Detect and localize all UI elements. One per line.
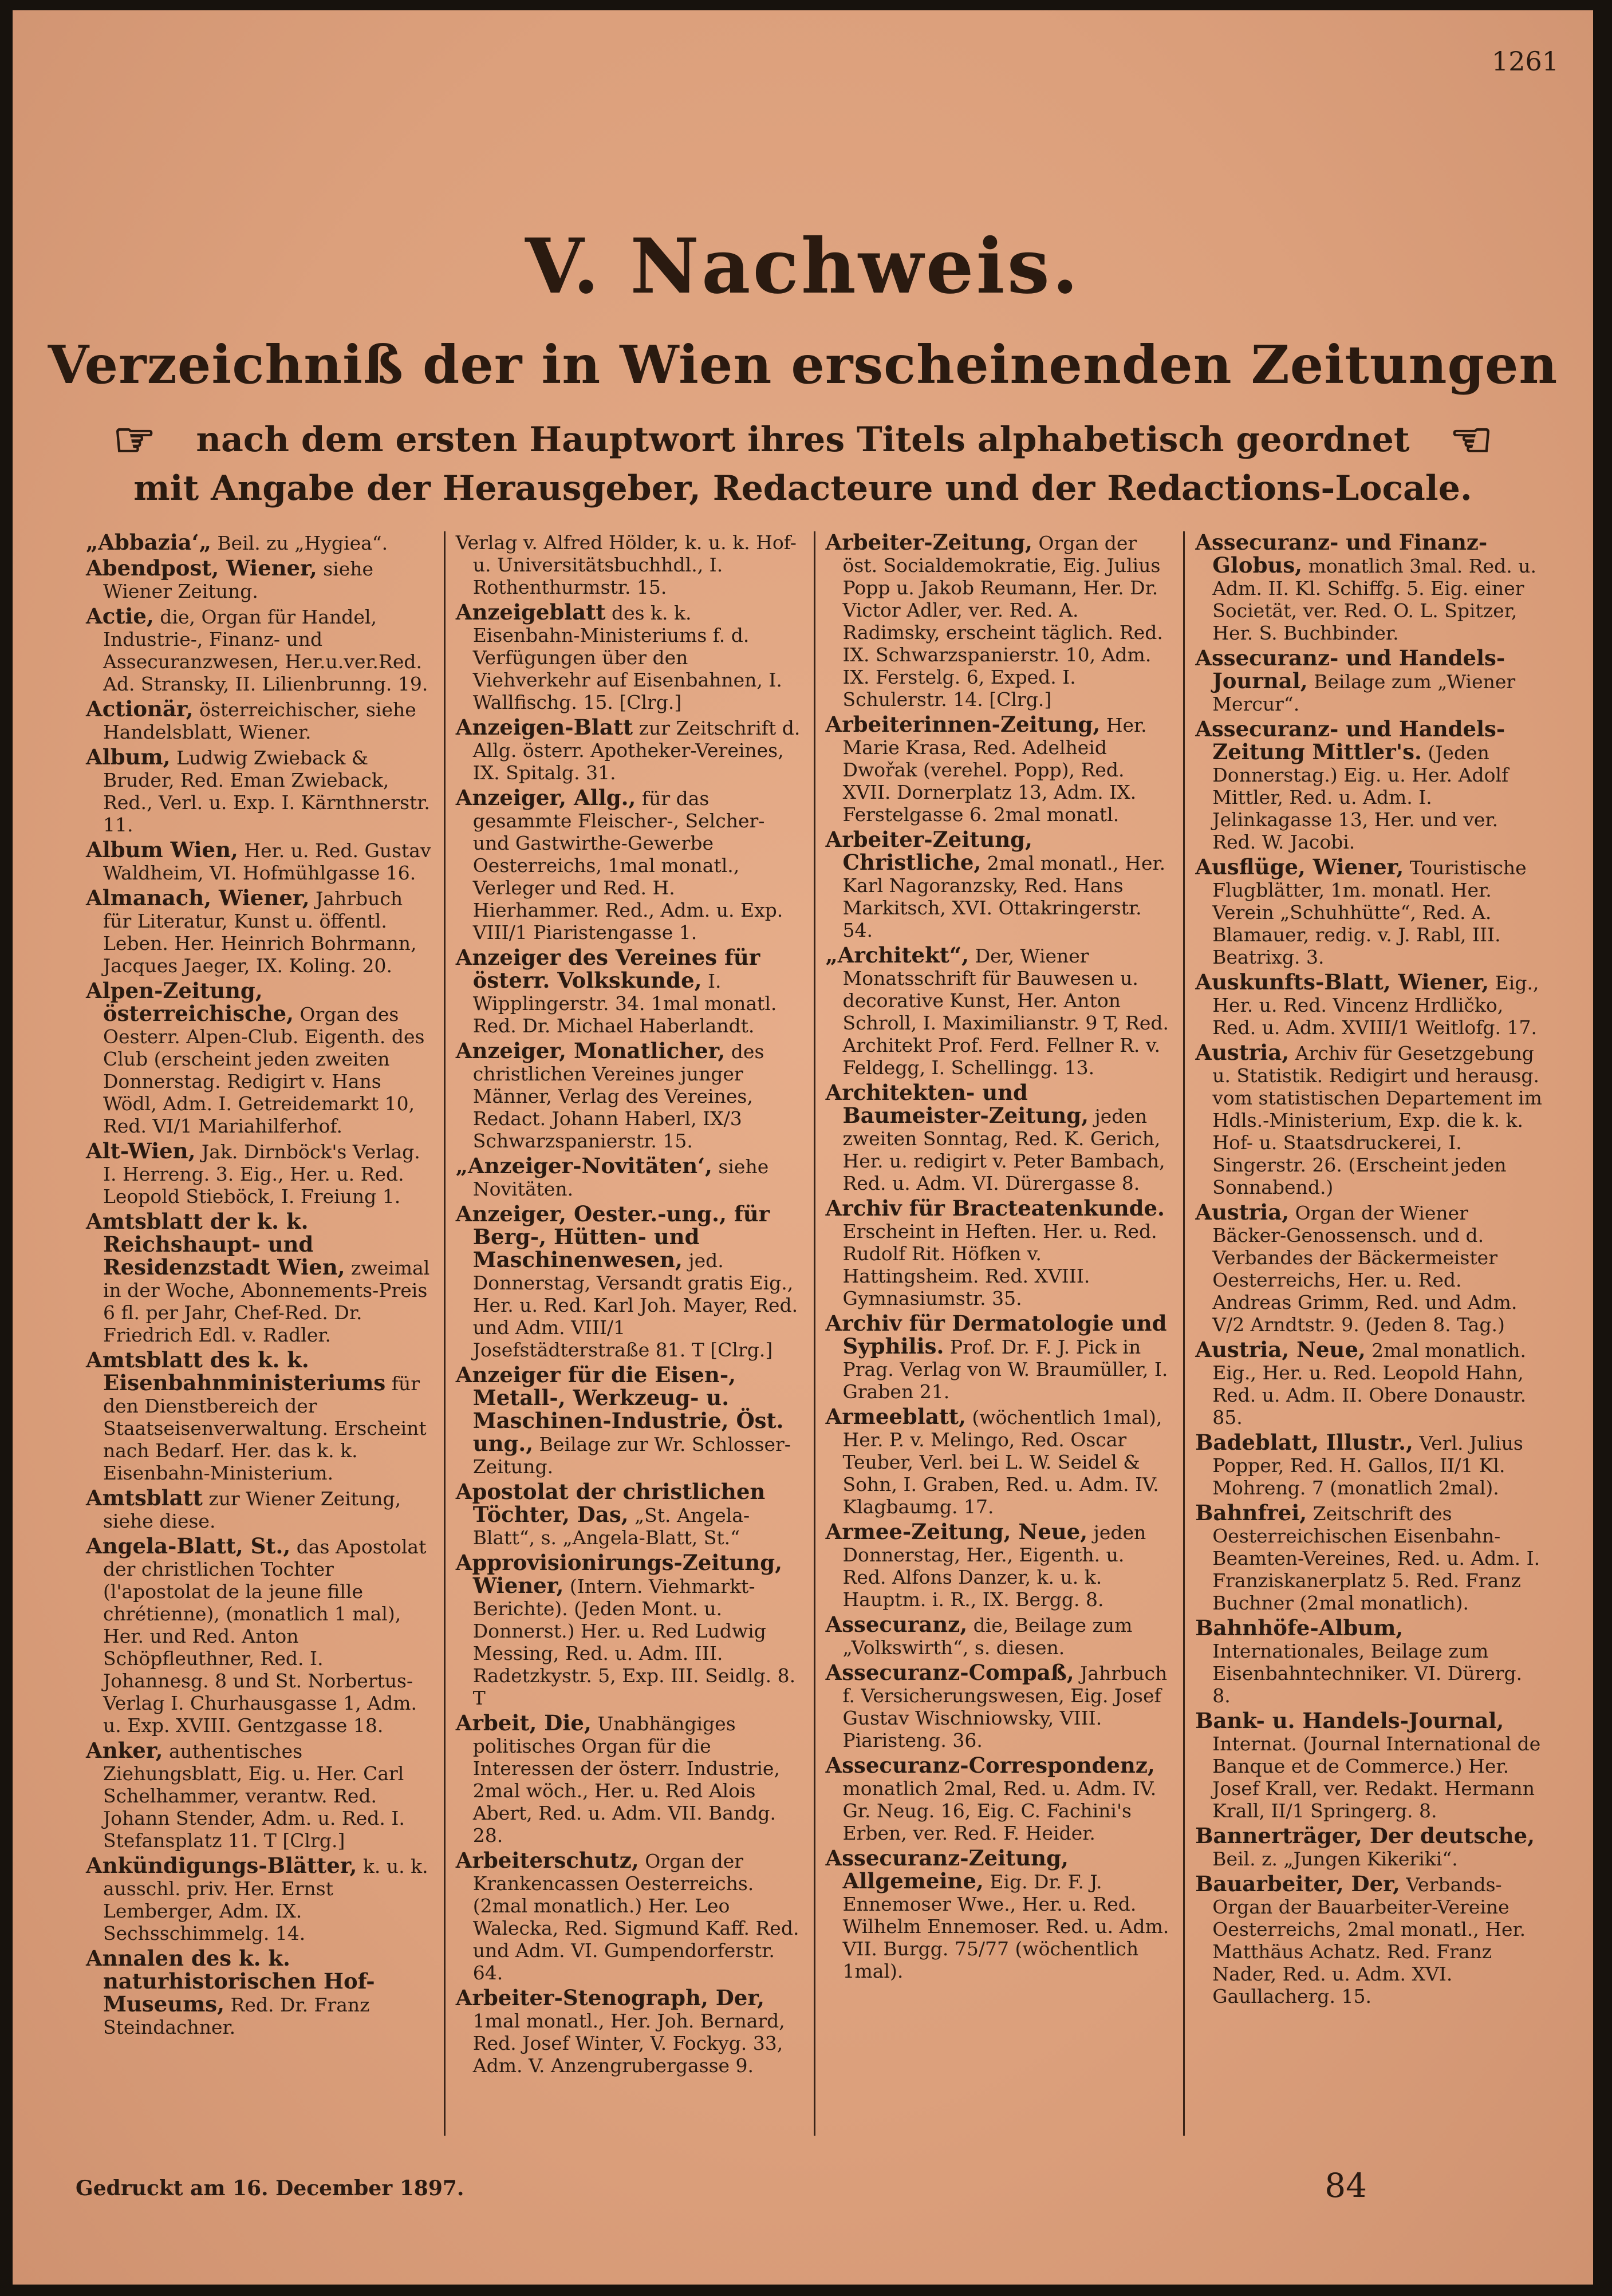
column xyxy=(814,531,1184,2136)
entry-title: Armee-Zeitung, Neue, xyxy=(825,1519,1088,1544)
subtitle-line xyxy=(87,411,1519,468)
entry-title: „Abbazia‘„ xyxy=(86,531,211,555)
directory-entry xyxy=(826,1662,1173,1751)
directory-entry xyxy=(1195,1873,1543,2007)
directory-entry xyxy=(1195,531,1543,644)
column xyxy=(444,531,814,2136)
entry-text: Organ der Wiener Bäcker-Genossensch. und d. Verbandes der Bäckermeister Oesterreichs, Her. u. Red. Andreas Grimm, Red. und Adm. V/2 Arndtstr. 9. (Jeden 8. Tag.) xyxy=(1212,1202,1518,1336)
directory-entry xyxy=(1195,1617,1543,1707)
directory-entry xyxy=(1195,1502,1543,1614)
entry-text: (wöchentlich 1mal), Her. P. v. Melingo, Red. Oscar Teuber, Verl. bei L. W. Seidel & Sohn, I. Graben, Red. u. Adm. IV. Klagbaumg. 17. xyxy=(842,1406,1162,1518)
entry-text: Organ der öst. Socialdemokratie, Eig. Julius Popp u. Jakob Reumann, Her. Dr. Victor Adler, ver. Red. A. Radimsky, erscheint täglich. Red. IX. Schwarzspanierstr. 10, Adm. IX. Ferstelg. 6, Exped. I. Schulerstr. 14. [Clrg.] xyxy=(842,532,1163,711)
entry-title: Amtsblatt des k. k. Eisenbahnministeriums xyxy=(86,1347,386,1395)
directory-entry xyxy=(1195,1042,1543,1198)
directory-entry xyxy=(1195,971,1543,1039)
entry-title: Assecuranz-Compaß, xyxy=(825,1660,1074,1685)
directory-entry xyxy=(826,829,1173,941)
entry-text: Organ der Krankencassen Oesterreichs. (2mal monatlich.) Her. Leo Walecka, Red. Sigmund Kaff. Red. und Adm. VI. Gumpendorferstr. 64. xyxy=(472,1850,799,1984)
entry-text: Beilage zur Wr. Schlosser-Zeitung. xyxy=(472,1433,791,1478)
directory-entry xyxy=(1195,1339,1543,1429)
entry-title: Amtsblatt der k. k. Reichshaupt- und Residenzstadt Wien, xyxy=(86,1209,345,1280)
entry-title: Actie, xyxy=(86,603,154,629)
entry-text: Touristische Flugblätter, 1m. monatl. Her. Verein „Schuhhütte“, Red. A. Blamauer, redig. v. J. Rabl, III. Beatrixg. 3. xyxy=(1212,857,1527,968)
entry-text: (Intern. Viehmarkt-Berichte). (Jeden Mont. u. Donnerst.) Her. u. Red Ludwig Messing, Red. u. Adm. III. Radetzkystr. 5, Exp. III. Seidlg. 8. T xyxy=(472,1575,796,1709)
entry-text: des christlichen Vereines junger Männer, Verlag des Vereines, Redact. Johann Haberl, IX/3 Schwarzspanierstr. 15. xyxy=(472,1040,764,1152)
entry-title: Arbeiter-Zeitung, xyxy=(825,531,1032,555)
entry-title: Archiv für Dermatologie und Syphilis. xyxy=(825,1311,1167,1359)
entry-text: Erscheint in Heften. Her. u. Red. Rudolf Rit. Höfken v. Hattingsheim. Red. XVIII. Gymnasiumstr. 35. xyxy=(842,1220,1157,1309)
directory-entry xyxy=(86,839,433,884)
entry-title: Arbeiter-Stenograph, Der, xyxy=(455,1985,765,2010)
directory-entry xyxy=(86,605,433,695)
entry-text: zur Wiener Zeitung, siehe diese. xyxy=(103,1488,401,1532)
pointing-hand-right-icon: ☜ xyxy=(113,411,156,468)
directory-entry xyxy=(456,1155,803,1200)
entry-text: Beilage zum „Wiener Mercur“. xyxy=(1212,670,1516,715)
entry-title: Arbeit, Die, xyxy=(455,1710,592,1735)
entry-title: Assecuranz- und Handels-Zeitung Mittler's. xyxy=(1195,716,1505,764)
entry-title: Arbeiter-Zeitung, Christliche, xyxy=(825,827,1032,875)
entry-title: Ausflüge, Wiener, xyxy=(1195,854,1404,879)
subtitle-line-2: mit Angabe der Herausgeber, Redacteure und der Redactions-Locale. xyxy=(133,468,1472,508)
entry-text: österreichischer, siehe Handelsblatt, Wiener. xyxy=(103,699,416,743)
newspaper-columns xyxy=(76,531,1553,2136)
entry-text: zweimal in der Woche, Abonnements-Preis 6 fl. per Jahr, Chef-Red. Dr. Friedrich Edl. v. Radler. xyxy=(103,1257,430,1346)
entry-title: Anzeigen-Blatt xyxy=(455,715,633,740)
directory-entry xyxy=(86,1739,433,1852)
directory-entry xyxy=(456,946,803,1037)
entry-text: Eig. Dr. F. J. Ennemoser Wwe., Her. u. Red. Wilhelm Ennemoser. Red. u. Adm. VII. Burgg. 75/77 (wöchentlich 1mal). xyxy=(842,1871,1169,1982)
entry-title: Anzeiger, Oester.-ung., für Berg-, Hütten- und Maschinenwesen, xyxy=(455,1201,770,1272)
page-subtitle: Verzeichniß der in Wien erscheinenden Zeitungen xyxy=(48,334,1558,396)
entry-title: Assecuranz-Zeitung, Allgemeine, xyxy=(825,1845,1069,1893)
directory-entry xyxy=(1195,718,1543,853)
entry-title: Assecuranz- und Finanz-Globus, xyxy=(1195,531,1488,578)
directory-entry xyxy=(826,1521,1173,1611)
entry-title: Anzeiger, Allg., xyxy=(455,785,636,810)
entry-text: Ludwig Zwieback & Bruder, Red. Eman Zwieback, Red., Verl. u. Exp. I. Kärnthnerstr. 11. xyxy=(103,747,430,836)
directory-entry xyxy=(86,1535,433,1737)
entry-text: 1mal monatl., Her. Joh. Bernard, Red. Josef Winter, V. Fockyg. 33, Adm. V. Anzengrubergasse 9. xyxy=(472,2010,785,2077)
sheet-signature: 84 xyxy=(1325,2166,1367,2205)
entry-title: Arbeiterinnen-Zeitung, xyxy=(825,712,1101,737)
entry-text: „St. Angela-Blatt“, s. „Angela-Blatt, St.“ xyxy=(472,1504,750,1549)
directory-entry xyxy=(1195,1710,1543,1822)
directory-entry xyxy=(1195,647,1543,715)
entry-text: Unabhängiges politisches Organ für die Interessen der österr. Industrie, 2mal wöch., Her. u. Red Alois Abert, Red. u. Adm. VII. Bandg. 28. xyxy=(472,1713,780,1847)
directory-entry xyxy=(86,698,433,743)
directory-entry xyxy=(1195,1825,1543,1870)
entry-text: Her. Marie Krasa, Red. Adelheid Dwořak (verehel. Popp), Red. XVII. Dornerplatz 13, Adm. IX. Ferstelgasse 6. 2mal monatl. xyxy=(842,714,1147,826)
entry-title: Bahnfrei, xyxy=(1195,1500,1307,1525)
entry-text: jeden Donnerstag, Her., Eigenth. u. Red. Alfons Danzer, k. u. k. Hauptm. i. R., IX. Bergg. 8. xyxy=(842,1521,1146,1611)
directory-entry xyxy=(456,1364,803,1478)
entry-title: Almanach, Wiener, xyxy=(86,885,310,910)
directory-entry xyxy=(456,787,803,944)
column xyxy=(76,531,444,2136)
entry-text: für den Dienstbereich der Staatseisenverwaltung. Erscheint nach Bedarf. Her. das k. k. Eisenbahn-Ministerium. xyxy=(103,1372,427,1484)
entry-title: Austria, xyxy=(1195,1040,1290,1065)
entry-text: jeden zweiten Sonntag, Red. K. Gerich, Her. u. redigirt v. Peter Bambach, Red. u. Adm. VI. Dürergasse 8. xyxy=(842,1105,1165,1194)
entry-text: Zeitschrift des Oesterreichischen Eisenbahn-Beamten-Vereines, Red. u. Adm. I. Franziskanerplatz 5. Red. Franz Buchner (2mal monatlich). xyxy=(1212,1502,1540,1614)
entry-text: zur Zeitschrift d. Allg. österr. Apotheker-Vereines, IX. Spitalg. 31. xyxy=(472,717,801,784)
directory-entry xyxy=(826,1406,1173,1518)
entry-text: Der, Wiener Monatsschrift für Bauwesen u. decorative Kunst, Her. Anton Schroll, I. Maximilianstr. 9 T, Red. Architekt Prof. Ferd. Fellner R. v. Feldegg, I. Schellingg. 13. xyxy=(842,945,1169,1079)
entry-title: Alt-Wien, xyxy=(86,1138,196,1163)
directory-entry xyxy=(826,1082,1173,1194)
entry-title: Anker, xyxy=(86,1738,163,1763)
entry-title: „Architekt“, xyxy=(825,942,969,968)
entry-title: Architekten- und Baumeister-Zeitung, xyxy=(825,1080,1089,1128)
entry-title: Approvisionirungs-Zeitung, Wiener, xyxy=(455,1550,783,1598)
entry-title: Arbeiterschutz, xyxy=(455,1848,639,1873)
entry-text: siehe Wiener Zeitung. xyxy=(103,558,374,602)
entry-text: Jahrbuch für Literatur, Kunst u. öffentl. Leben. Her. Heinrich Bohrmann, Jacques Jaeger, IX. Koling. 20. xyxy=(103,887,417,977)
entry-text: Her. u. Red. Gustav Waldheim, VI. Hofmühlgasse 16. xyxy=(103,839,431,884)
directory-entry xyxy=(86,980,433,1137)
directory-entry xyxy=(826,1613,1173,1659)
printed-date: Gedruckt am 16. December 1897. xyxy=(76,2176,464,2200)
directory-entry xyxy=(456,1849,803,1984)
page-title: V. Nachweis. xyxy=(525,222,1081,311)
directory-entry xyxy=(1195,1431,1543,1499)
entry-title: Anzeiger für die Eisen-, Metall-, Werkzeug- u. Maschinen-Industrie, Öst. ung., xyxy=(455,1362,784,1456)
entry-text: Jak. Dirnböck's Verlag. I. Herreng. 3. Eig., Her. u. Red. Leopold Stieböck, I. Freiung 1. xyxy=(103,1141,420,1208)
directory-entry xyxy=(1195,1201,1543,1336)
directory-entry xyxy=(456,1040,803,1152)
directory-entry xyxy=(826,1197,1173,1309)
entry-title: „Anzeiger-Novitäten‘, xyxy=(455,1153,712,1178)
entry-text: Internat. (Journal International de Banque et de Commerce.) Her. Josef Krall, ver. Redakt. Hermann Krall, II/1 Springerg. 8. xyxy=(1212,1733,1541,1822)
entry-title: Austria, Neue, xyxy=(1195,1337,1366,1362)
entry-text: Archiv für Gesetzgebung u. Statistik. Redigirt und herausg. vom statistischen Departement im Hdls.-Ministerium, Exp. die k. k. Hof- u. Staatsdruckerei, I. Singerstr. 26. (Erscheint jeden Sonnabend.) xyxy=(1212,1042,1542,1198)
entry-text: die, Organ für Handel, Industrie-, Finanz- und Assecuranzwesen, Her.u.ver.Red. Ad. Stransky, II. Lilienbrunng. 19. xyxy=(103,606,428,695)
entry-title: Angela-Blatt, St., xyxy=(86,1533,291,1559)
entry-title: Auskunfts-Blatt, Wiener, xyxy=(1195,969,1489,995)
entry-title: Badeblatt, Illustr., xyxy=(1195,1430,1413,1455)
directory-entry xyxy=(826,1754,1173,1844)
entry-title: Anzeiger, Monatlicher, xyxy=(455,1038,726,1063)
entry-title: Bannerträger, Der deutsche, xyxy=(1195,1823,1535,1848)
entry-text: Beil. zu „Hygiea“. xyxy=(211,532,388,554)
directory-entry xyxy=(456,1987,803,2077)
entry-title: Alpen-Zeitung, österreichische, xyxy=(86,978,294,1026)
entry-title: Annalen des k. k. naturhistorischen Hof-Museums, xyxy=(86,1946,375,2017)
entry-title: Bahnhöfe-Album, xyxy=(1195,1615,1404,1640)
entry-text: authentisches Ziehungsblatt, Eig. u. Her. Carl Schelhammer, verantw. Red. Johann Stender, Adm. u. Red. I. Stefansplatz 11. T [Clrg.] xyxy=(103,1740,405,1852)
entry-text: k. u. k. ausschl. priv. Her. Ernst Lemberger, Adm. IX. Sechsschimmelg. 14. xyxy=(103,1855,428,1944)
directory-entry xyxy=(456,531,803,598)
subtitle-line-text: nach dem ersten Hauptwort ihres Titels alphabetisch geordnet xyxy=(196,420,1410,460)
entry-text: siehe Novitäten. xyxy=(472,1155,769,1200)
entry-text: Verbands-Organ der Bauarbeiter-Vereine Oesterreichs, 2mal monatl., Her. Matthäus Achatz. Red. Franz Nader, Red. u. Adm. XVI. Gaullacherg. 15. xyxy=(1212,1873,1526,2007)
entry-title: Album Wien, xyxy=(86,837,238,862)
directory-entry xyxy=(456,1712,803,1847)
entry-text: die, Beilage zum „Volkswirth“, s. diesen. xyxy=(842,1614,1133,1659)
entry-text: Organ des Oesterr. Alpen-Club. Eigenth. des Club (erscheint jeden zweiten Donnerstag. Redigirt v. Hans Wödl, Adm. I. Getreidemarkt 10, Red. VI/1 Mariahilferhof. xyxy=(103,1003,425,1137)
entry-title: Assecuranz- und Handels-Journal, xyxy=(1195,645,1505,693)
directory-entry xyxy=(456,716,803,784)
entry-text: I. Wipplingerstr. 34. 1mal monatl. Red. Dr. Michael Haberlandt. xyxy=(472,970,777,1037)
page-scan xyxy=(13,10,1593,2285)
directory-entry xyxy=(456,601,803,713)
directory-entry xyxy=(1195,856,1543,968)
directory-entry xyxy=(456,1552,803,1709)
entry-title: Bank- u. Handels-Journal, xyxy=(1195,1708,1504,1733)
directory-entry xyxy=(826,531,1173,711)
directory-entry xyxy=(826,1312,1173,1403)
entry-title: Anzeigeblatt xyxy=(455,599,606,625)
directory-entry xyxy=(456,1481,803,1549)
directory-entry xyxy=(86,1210,433,1346)
directory-entry xyxy=(456,1203,803,1361)
entry-text: jed. Donnerstag, Versandt gratis Eig., Her. u. Red. Karl Joh. Mayer, Red. und Adm. VIII/1 Josefstädterstraße 81. T [Clrg.] xyxy=(472,1249,798,1361)
entry-text: Internationales, Beilage zum Eisenbahntechniker. VI. Dürerg. 8. xyxy=(1212,1640,1523,1707)
entry-title: Actionär, xyxy=(86,696,194,721)
directory-entry xyxy=(826,944,1173,1079)
entry-title: Amtsblatt xyxy=(86,1485,203,1510)
entry-title: Album, xyxy=(86,744,171,770)
directory-entry xyxy=(86,1487,433,1532)
entry-text: Jahrbuch f. Versicherungswesen, Eig. Josef Gustav Wischniowsky, VIII. Piaristeng. 36. xyxy=(842,1662,1168,1751)
entry-text: Verlag v. Alfred Hölder, k. u. k. Hof- u. Universitätsbuchhdl., I. Rothenthurmstr. 15. xyxy=(455,531,797,598)
entry-text: Prof. Dr. F. J. Pick in Prag. Verlag von W. Braumüller, I. Graben 21. xyxy=(842,1336,1168,1403)
entry-title: Ankündigungs-Blätter, xyxy=(86,1853,357,1878)
directory-entry xyxy=(86,887,433,977)
entry-title: Anzeiger des Vereines für österr. Volkskunde, xyxy=(455,945,760,993)
entry-text: Beil. z. „Jungen Kikeriki“. xyxy=(1212,1848,1458,1870)
directory-entry xyxy=(86,1349,433,1484)
entry-title: Austria, xyxy=(1195,1200,1290,1225)
directory-entry xyxy=(826,713,1173,826)
entry-title: Archiv für Bracteatenkunde. xyxy=(825,1196,1165,1221)
entry-text: das Apostolat der christlichen Tochter (l'apostolat de la jeune fille chrétienne), (monatlich 1 mal), Her. und Red. Anton Schöpfleuthner, Red. I. Johannesg. 8 und St. Norbertus-Verlag I. Churhausgasse 1, Adm. u. Exp. XVIII. Gentzgasse 18. xyxy=(103,1536,427,1737)
pointing-hand-left-icon: ☜ xyxy=(1449,411,1493,468)
entry-text: Eig., Her. u. Red. Vincenz Hrdličko, Red. u. Adm. XVIII/1 Weitlofg. 17. xyxy=(1212,972,1539,1039)
entry-title: Bauarbeiter, Der, xyxy=(1195,1871,1400,1896)
directory-entry xyxy=(86,1855,433,1944)
entry-text: für das gesammte Fleischer-, Selcher- und Gastwirthe-Gewerbe Oesterreichs, 1mal monatl., Verleger und Red. H. Hierhammer. Red., Adm. u. Exp. VIII/1 Piaristengasse 1. xyxy=(472,787,783,944)
directory-entry xyxy=(86,1947,433,2038)
entry-text: (Jeden Donnerstag.) Eig. u. Her. Adolf Mittler, Red. u. Adm. I. Jelinkagasse 13, Her. und ver. Red. W. Jacobi. xyxy=(1212,741,1509,853)
entry-text: Verl. Julius Popper, Red. H. Gallos, II/1 Kl. Mohreng. 7 (monatlich 2mal). xyxy=(1212,1432,1523,1499)
entry-title: Assecuranz, xyxy=(825,1612,968,1637)
column xyxy=(1183,531,1553,2136)
entry-title: Abendpost, Wiener, xyxy=(86,555,317,581)
entry-title: Armeeblatt, xyxy=(825,1404,966,1429)
entry-text: Red. Dr. Franz Steindachner. xyxy=(103,1994,370,2038)
directory-entry xyxy=(86,531,433,554)
entry-title: Apostolat der christlichen Töchter, Das, xyxy=(455,1479,766,1527)
entry-title: Assecuranz-Correspondenz, xyxy=(825,1753,1155,1778)
directory-entry xyxy=(86,557,433,602)
page-number: 1261 xyxy=(1491,46,1559,77)
entry-text: monatlich 2mal, Red. u. Adm. IV. Gr. Neug. 16, Eig. C. Fachini's Erben, ver. Red. F. Heider. xyxy=(842,1777,1157,1844)
directory-entry xyxy=(826,1847,1173,1982)
entry-text: des k. k. Eisenbahn-Ministeriums f. d. Verfügungen über den Viehverkehr auf Eisenbahnen, I. Wallfischg. 15. [Clrg.] xyxy=(472,602,782,713)
entry-text: 2mal monatlich. Eig., Her. u. Red. Leopold Hahn, Red. u. Adm. II. Obere Donaustr. 85. xyxy=(1212,1339,1527,1429)
entry-text: monatlich 3mal. Red. u. Adm. II. Kl. Schiffg. 5. Eig. einer Societät, ver. Red. O. L. Spitzer, Her. S. Buchbinder. xyxy=(1212,555,1536,644)
directory-entry xyxy=(86,1140,433,1208)
entry-text: 2mal monatl., Her. Karl Nagoranzsky, Red. Hans Markitsch, XVI. Ottakringerstr. 54. xyxy=(842,852,1166,941)
directory-entry xyxy=(86,746,433,836)
